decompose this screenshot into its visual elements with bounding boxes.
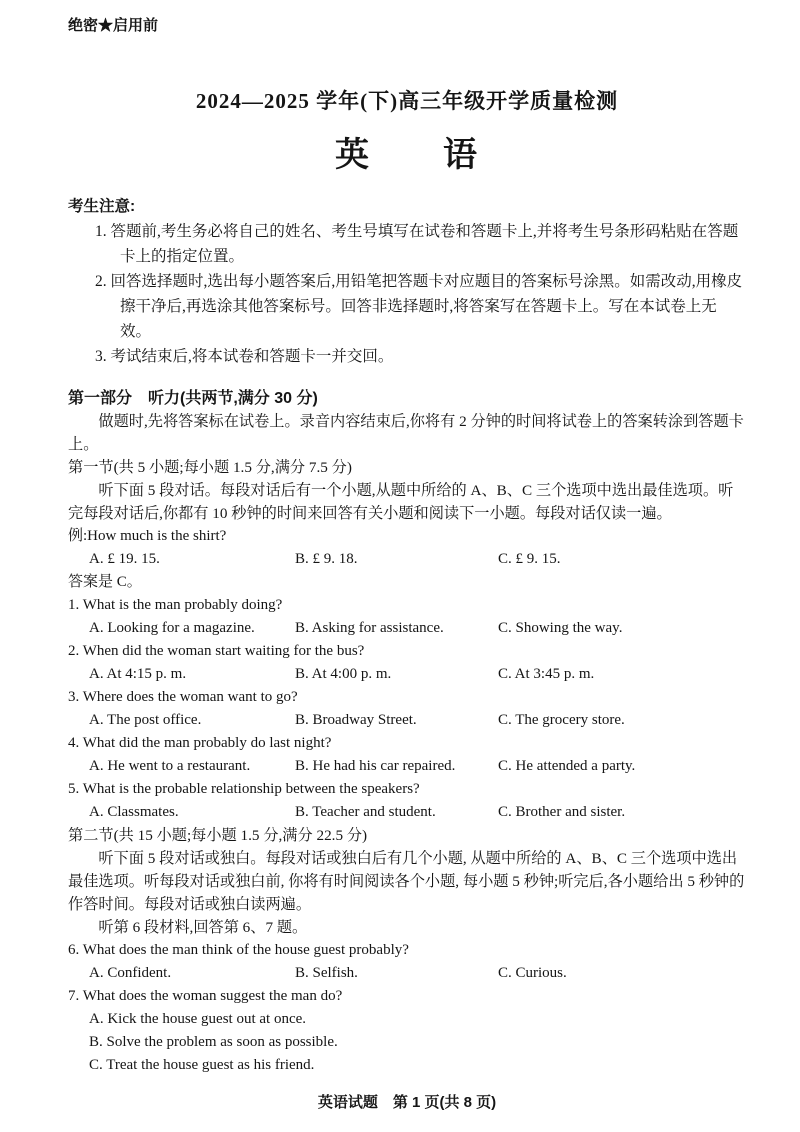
question-5-option-a: A. Classmates. (89, 804, 179, 820)
question-4-option-b: B. He had his car repaired. (295, 758, 456, 774)
section2-material-note: 听第 6 段材料,回答第 6、7 题。 (98, 919, 308, 936)
example-option-c: C. £ 9. 15. (498, 551, 561, 567)
question-7 (68, 985, 746, 1077)
question-6-option-b: B. Selfish. (295, 965, 358, 981)
question-4-option-c: C. He attended a party. (498, 758, 636, 774)
question-1 (68, 594, 746, 640)
example-prompt: 例:How much is the shirt? (68, 528, 227, 544)
section1-heading: 第一节(共 5 小题;每小题 1.5 分,满分 7.5 分) (68, 459, 352, 476)
part1-instruction: 做题时,先将答案标在试卷上。录音内容结束后,你将有 2 分钟的时间将试卷上的答案转涂到答题卡上。 (68, 413, 744, 453)
question-1-option-a: A. Looking for a magazine. (89, 620, 255, 636)
notice-item-2: 2. 回答选择题时,选出每小题答案后,用铅笔把答题卡对应题目的答案标号涂黑。如需改动,用橡皮擦干净后,再选涂其他答案标号。回答非选择题时,将答案写在答题卡上。写在本试卷上无效。 (95, 273, 743, 340)
notice-list (68, 219, 746, 369)
question-3 (68, 686, 746, 732)
question-5-option-c: C. Brother and sister. (498, 804, 626, 820)
example-option-b: B. £ 9. 18. (295, 551, 358, 567)
question-4 (68, 732, 746, 778)
question-5-options (68, 801, 746, 824)
question-3-options (68, 709, 746, 732)
notice-item-1: 1. 答题前,考生务必将自己的姓名、考生号填写在试卷和答题卡上,并将考生号条形码粘贴在答题卡上的指定位置。 (95, 223, 739, 265)
question-6-text: 6. What does the man think of the house guest probably? (68, 942, 409, 958)
question-2-option-a: A. At 4:15 p. m. (89, 666, 187, 682)
question-1-option-c: C. Showing the way. (498, 620, 623, 636)
part1-heading: 第一部分 听力(共两节,满分 30 分) (68, 390, 318, 407)
question-7-option-c: C. Treat the house guest as his friend. (89, 1057, 315, 1073)
question-2 (68, 640, 746, 686)
example-options-row (68, 548, 746, 571)
question-6-option-a: A. Confident. (89, 965, 172, 981)
question-5-text: 5. What is the probable relationship between the speakers? (68, 781, 420, 797)
question-7-text: 7. What does the woman suggest the man do? (68, 988, 343, 1004)
section2-instruction: 听下面 5 段对话或独白。每段对话或独白后有几个小题, 从题中所给的 A、B、C 三个选项中选出最佳选项。听每段对话或独白前, 你将有时间阅读各个小题, 每小题 5 秒钟;听完后,各小题给出 5 秒钟的作答时间。每段对话或独白读两遍。 (68, 850, 745, 913)
example-answer: 答案是 C。 (68, 574, 142, 590)
question-3-option-b: B. Broadway Street. (295, 712, 417, 728)
question-4-options (68, 755, 746, 778)
question-6-options (68, 962, 746, 985)
exam-title: 2024—2025 学年(下)高三年级开学质量检测 (195, 89, 619, 113)
question-2-option-c: C. At 3:45 p. m. (498, 666, 595, 682)
section2-heading: 第二节(共 15 小题;每小题 1.5 分,满分 22.5 分) (68, 827, 368, 844)
question-3-option-c: C. The grocery store. (498, 712, 625, 728)
question-1-text: 1. What is the man probably doing? (68, 597, 283, 613)
question-4-option-a: A. He went to a restaurant. (89, 758, 251, 774)
notice-item-3: 3. 考试结束后,将本试卷和答题卡一并交回。 (95, 348, 394, 365)
question-7-options (68, 1008, 746, 1077)
question-3-text: 3. Where does the woman want to go? (68, 689, 298, 705)
question-6 (68, 939, 746, 985)
question-5-option-b: B. Teacher and student. (295, 804, 436, 820)
question-5 (68, 778, 746, 824)
notice-heading: 考生注意: (68, 198, 136, 215)
question-2-option-b: B. At 4:00 p. m. (295, 666, 392, 682)
question-3-option-a: A. The post office. (89, 712, 202, 728)
question-1-option-b: B. Asking for assistance. (295, 620, 444, 636)
question-7-option-a: A. Kick the house guest out at once. (89, 1011, 307, 1027)
example-option-a: A. £ 19. 15. (89, 551, 160, 567)
question-4-text: 4. What did the man probably do last night? (68, 735, 332, 751)
question-2-text: 2. When did the woman start waiting for the bus? (68, 643, 365, 659)
question-7-option-b: B. Solve the problem as soon as possible. (89, 1034, 338, 1050)
section1-instruction: 听下面 5 段对话。每段对话后有一个小题,从题中所给的 A、B、C 三个选项中选出最佳选项。听完每段对话后,你都有 10 秒钟的时间来回答有关小题和阅读下一小题。每段对话仅读一遍。 (68, 482, 734, 522)
page-footer: 英语试题 第 1 页(共 8 页) (317, 1094, 497, 1111)
security-label: 绝密★启用前 (68, 17, 159, 34)
question-6-option-c: C. Curious. (498, 965, 567, 981)
question-2-options (68, 663, 746, 686)
subject-title: 英 语 (335, 137, 479, 174)
question-1-options (68, 617, 746, 640)
